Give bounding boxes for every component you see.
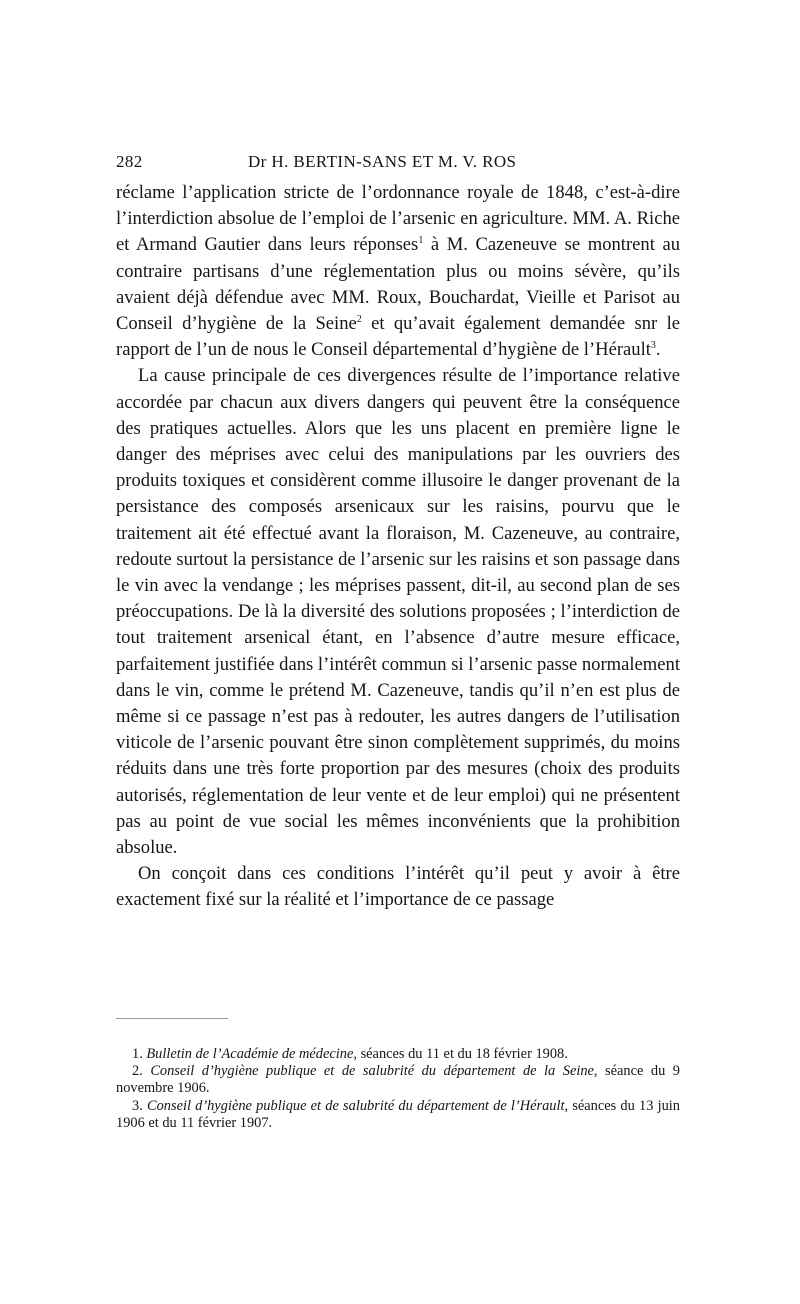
paragraph <box>116 363 680 861</box>
text-segment: 1. <box>132 1046 147 1062</box>
citation-title: Bulletin de l’Académie de médecine <box>146 1046 354 1062</box>
text-segment: , séance du 9 novembre 1906. <box>116 1063 680 1097</box>
page-number: 282 <box>116 152 143 171</box>
footnote-marker: 1 <box>418 235 424 247</box>
citation-title: Conseil d’hygiène publique et de salubrité du département de la Seine <box>150 1063 594 1080</box>
citation-title: Conseil d’hygiène publique et de salubrité du département de l’Hérault <box>147 1097 565 1114</box>
footnote-rule <box>116 1018 228 1019</box>
text-segment: et qu’avait également demandée snr le rapport de l’un de nous le Conseil départemental d’hygiène de l’Hérault <box>116 313 680 361</box>
page-header <box>116 152 680 174</box>
text-segment: On conçoit dans ces conditions l’intérêt qu’il peut y avoir à être exactement fixé sur la réalité et l’importance de ce passage <box>116 863 680 911</box>
footnote-marker: 3 <box>650 340 656 352</box>
text-segment: , séances du 13 juin 1906 et du 11 février 1907. <box>116 1097 681 1131</box>
text-segment: à M. Cazeneuve se montrent au contraire partisans d’une réglementation plus ou moins sévère, qu’ils avaient déjà défendue avec MM. Roux, Bouchardat, Vieille et Parisot au Conseil d’hygiène de la Seine <box>116 234 680 335</box>
text-segment: , séances du 11 et du 18 février 1908. <box>353 1046 568 1062</box>
footnote <box>116 1063 680 1097</box>
footnote <box>116 1098 680 1132</box>
footnote <box>116 1046 680 1063</box>
text-segment: 3. <box>132 1097 147 1114</box>
text-segment: 2. <box>132 1063 151 1080</box>
running-head: Dr H. BERTIN-SANS ET M. V. ROS <box>248 152 517 171</box>
body-text <box>116 180 680 914</box>
text-segment: . <box>655 339 661 361</box>
text-segment: réclame l’application stricte de l’ordonnance royale de 1848, c’est-à-dire l’interdiction absolue de l’emploi de l’arsenic en agriculture. MM. A. Riche et Armand Gautier dans leurs réponses <box>116 182 680 256</box>
footnotes <box>116 1046 680 1132</box>
paragraph <box>116 861 680 913</box>
paragraph <box>116 180 680 363</box>
footnote-marker: 2 <box>356 313 362 325</box>
text-segment: La cause principale de ces divergences résulte de l’importance relative accordée par chacun aux divers dangers qui peuvent être la conséquence des pratiques actuelles. Alors que les uns placent en première ligne le danger des méprises avec celui des manipulations par les ouvriers des produits toxiques et considèrent comme illusoire le danger provenant de la persistance des composés arsenicaux sur les raisins, pourvu que le traitement ait été effectué avant la floraison, M. Cazeneuve, au contraire, redoute surtout la persistance de l’arsenic sur les raisins et son passage dans le vin avec la vendange ; les méprises passent, dit-il, au second plan de ses préoccupations. De là la diversité des solutions proposées ; l’interdiction de tout traitement arsenical étant, en l’absence d’autre mesure efficace, parfaitement justifiée dans l’intérêt commun si l’arsenic passe normalement dans le vin, comme le prétend M. Cazeneuve, tandis qu’il n’en est plus de même si ce passage n’est pas à redouter, les autres dangers de l’utilisation viticole de l’arsenic pouvant être sinon complètement supprimés, du moins réduits dans une très forte proportion par des mesures (choix des produits autorisés, réglementation de leur vente et de leur emploi) qui ne présentent pas au point de vue social les mêmes inconvénients que la prohibition absolue. <box>116 365 680 859</box>
